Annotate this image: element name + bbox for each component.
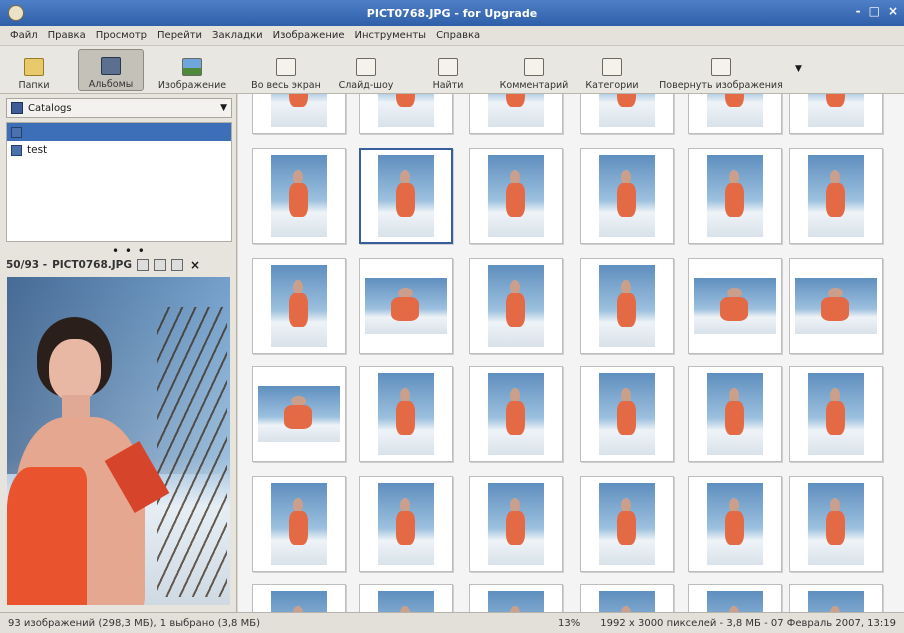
thumbnail[interactable] (469, 258, 563, 354)
thumbnail[interactable] (359, 584, 453, 612)
thumbnail-photo (808, 155, 864, 237)
thumbnail-photo (271, 591, 327, 612)
categories-label: Категории (585, 80, 639, 91)
menu-go[interactable]: Перейти (157, 30, 203, 41)
thumbnail[interactable] (252, 94, 346, 134)
thumbnail-photo (378, 155, 434, 237)
thumbnail-photo (271, 265, 327, 347)
thumbnail[interactable] (252, 584, 346, 612)
rotate-icon (711, 58, 731, 76)
thumbnail[interactable] (469, 476, 563, 572)
thumbnail[interactable] (688, 366, 782, 462)
thumbnail-photo (488, 483, 544, 565)
chevron-down-icon: ▼ (220, 103, 227, 113)
thumbnail-photo (378, 373, 434, 455)
preview-image (7, 277, 230, 605)
fullscreen-icon (276, 58, 296, 76)
slideshow-button[interactable] (332, 49, 400, 91)
menu-help[interactable]: Справка (436, 30, 481, 41)
thumbnail[interactable] (252, 476, 346, 572)
thumbnail-photo (488, 591, 544, 612)
thumbnail[interactable] (580, 476, 674, 572)
menu-image[interactable]: Изображение (272, 30, 345, 41)
catalog-selector[interactable] (6, 98, 232, 118)
thumbnail-photo (707, 155, 763, 237)
thumbnail[interactable] (580, 258, 674, 354)
image-info: 1992 x 3000 пикселей - 3,8 МБ - 07 Февраль 2007, 13:19 (600, 617, 896, 629)
properties-icon[interactable] (154, 259, 166, 271)
left-panel (0, 94, 237, 612)
status-summary: 93 изображений (298,3 МБ), 1 выбрано (3,8 МБ) (8, 617, 260, 629)
image-button[interactable] (150, 49, 234, 91)
fullscreen-button[interactable] (244, 49, 328, 91)
image-counter: 50/93 - (6, 259, 48, 271)
thumbnail[interactable] (688, 258, 782, 354)
thumbnail-photo (795, 278, 877, 334)
thumbnail-photo (599, 265, 655, 347)
close-button[interactable]: × (887, 4, 898, 18)
comment-button[interactable] (494, 49, 574, 91)
thumbnail[interactable] (252, 148, 346, 244)
menu-file[interactable]: Файл (10, 30, 38, 41)
thumbnail-photo (378, 591, 434, 612)
thumbnail-photo (271, 94, 327, 127)
slideshow-label: Слайд-шоу (338, 80, 394, 91)
thumbnail-photo (271, 155, 327, 237)
album-icon (101, 57, 121, 75)
zoom-level: 13% (558, 617, 581, 629)
thumbnail-photo (707, 94, 763, 127)
thumbnail-photo (488, 155, 544, 237)
thumbnail[interactable] (359, 366, 453, 462)
thumbnail-photo (808, 373, 864, 455)
thumbnail-photo (488, 265, 544, 347)
thumbnail[interactable] (469, 148, 563, 244)
categories-button[interactable] (579, 49, 645, 91)
thumbnail-photo (365, 278, 447, 334)
status-bar (0, 612, 904, 633)
thumbnail-grid (238, 94, 904, 612)
thumbnail[interactable] (688, 476, 782, 572)
thumbnail[interactable] (688, 584, 782, 612)
thumbnail-photo (378, 483, 434, 565)
catalog-tree (6, 122, 232, 242)
thumbnail-photo (808, 94, 864, 127)
catalog-item-icon (11, 145, 22, 156)
thumbnail[interactable] (252, 258, 346, 354)
menu-bookmarks[interactable]: Закладки (212, 30, 263, 41)
minimize-button[interactable]: - (855, 4, 861, 18)
thumbnail-photo (488, 373, 544, 455)
thumbnail[interactable] (580, 366, 674, 462)
thumbnail-photo (599, 94, 655, 127)
image-label: Изображение (157, 80, 227, 91)
thumbnail-photo (599, 373, 655, 455)
comment-icon (524, 58, 544, 76)
rotate-label: Повернуть изображения (659, 80, 783, 91)
menu-bar (0, 26, 904, 46)
thumbnail[interactable] (580, 148, 674, 244)
thumbnail-photo (488, 94, 544, 127)
thumbnail-photo (599, 483, 655, 565)
thumbnail-photo (694, 278, 776, 334)
ski-poles (157, 307, 227, 597)
thumbnail-photo (271, 483, 327, 565)
toolbar (0, 46, 904, 94)
window-title: PICT0768.JPG - for Upgrade (366, 6, 538, 20)
thumbnail[interactable] (359, 148, 453, 244)
panel-resize-handle[interactable]: • • • (112, 244, 146, 258)
fullscreen-label: Во весь экран (251, 80, 321, 91)
thumbnail[interactable] (688, 94, 782, 134)
thumbnail-photo (707, 483, 763, 565)
albums-button[interactable] (78, 49, 144, 91)
preview-header (6, 256, 234, 274)
image-icon (182, 58, 202, 76)
window-controls (856, 4, 898, 18)
thumbnail[interactable] (469, 366, 563, 462)
rotate-images-button[interactable] (650, 49, 792, 91)
thumbnail[interactable] (580, 584, 674, 612)
title-bar (0, 0, 904, 26)
thumbnail[interactable] (789, 584, 883, 612)
folders-label: Папки (18, 80, 50, 91)
thumbnail[interactable] (252, 366, 346, 462)
thumbnail[interactable] (789, 476, 883, 572)
menu-view[interactable]: Просмотр (95, 30, 148, 41)
thumbnail[interactable] (359, 94, 453, 134)
folders-button[interactable] (8, 49, 60, 91)
maximize-button[interactable]: □ (868, 4, 880, 18)
thumbnail[interactable] (789, 148, 883, 244)
edit-comment-icon[interactable] (171, 259, 183, 271)
thumbnail[interactable] (789, 94, 883, 134)
thumbnail[interactable] (688, 148, 782, 244)
tree-item-label: test (27, 144, 48, 156)
thumbnail-photo (258, 386, 340, 442)
menu-edit[interactable]: Правка (47, 30, 86, 41)
thumbnail-photo (707, 591, 763, 612)
tree-item-selected[interactable] (7, 123, 231, 141)
comment-label: Комментарий (499, 80, 569, 91)
toolbar-overflow-arrow-icon[interactable]: ▼ (795, 64, 802, 74)
thumbnail-photo (599, 155, 655, 237)
preview-mode-icon[interactable] (137, 259, 149, 271)
thumbnail[interactable] (359, 258, 453, 354)
thumbnail-photo (599, 591, 655, 612)
thumbnail[interactable] (359, 476, 453, 572)
thumbnail-photo (808, 483, 864, 565)
slideshow-icon (356, 58, 376, 76)
thumbnail[interactable] (789, 366, 883, 462)
catalog-icon (11, 102, 23, 114)
catalog-selector-label: Catalogs (28, 102, 72, 114)
categories-icon (602, 58, 622, 76)
find-button[interactable] (420, 49, 476, 91)
albums-label: Альбомы (88, 79, 134, 90)
thumbnail-photo (378, 94, 434, 127)
thumbnail[interactable] (469, 584, 563, 612)
thumbnail-photo (808, 591, 864, 612)
tree-item-test[interactable] (7, 141, 231, 159)
thumbnail[interactable] (469, 94, 563, 134)
thumbnail[interactable] (789, 258, 883, 354)
folder-icon (24, 58, 44, 76)
menu-tools[interactable]: Инструменты (354, 30, 427, 41)
close-preview-button[interactable]: × (189, 258, 201, 272)
thumbnail[interactable] (580, 94, 674, 134)
catalog-item-icon (11, 127, 22, 138)
preview-filename: PICT0768.JPG (52, 259, 132, 271)
search-icon (438, 58, 458, 76)
find-label: Найти (432, 80, 464, 91)
thumbnail-photo (707, 373, 763, 455)
